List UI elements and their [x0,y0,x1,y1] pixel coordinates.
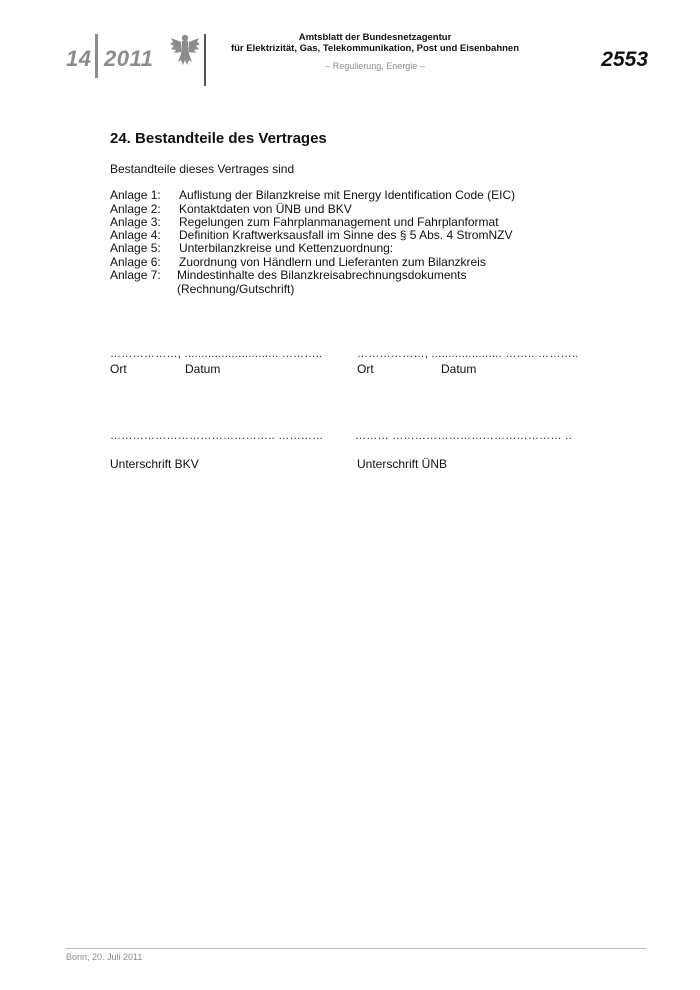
annex-description: Regelungen zum Fahrplanmanagement und Fahrplanformat [179,215,499,229]
annex-description: Unterbilanzkreise und Kettenzuordnung: [179,241,394,255]
section-title: 24. Bestandteile des Vertrages [110,130,327,147]
annex-description: Kontaktdaten von ÜNB und BKV [179,202,352,216]
place-date-line-left: ………………, ............................ ……….. [110,348,323,360]
issue-year: 2011 [104,46,154,71]
header-divider [95,34,98,78]
issue-number: 14 [66,46,92,71]
annex-label: Anlage 1: [110,188,161,202]
signature-line-left: …………………………………….. ………… [110,430,324,442]
footer-date: Bonn, 20. Juli 2011 [66,952,143,962]
place-label-right: Ort [357,362,374,376]
signature-label-bkv: Unterschrift BKV [110,457,199,471]
page-number: 2553 [601,48,648,71]
annex-label: Anlage 2: [110,202,161,216]
place-label-left: Ort [110,362,127,376]
header-divider-logo [204,34,206,86]
annex-label: Anlage 6: [110,255,161,269]
signature-line-right: ……… ……………………………………… .. [355,430,572,442]
publication-subtitle: – Regulierung, Energie – [325,61,425,71]
date-label-left: Datum [185,362,221,376]
section-intro: Bestandteile dieses Vertrages sind [110,162,295,176]
annex-description: Auflistung der Bilanzkreise mit Energy Identification Code (EIC) [179,188,516,202]
signature-label-unb: Unterschrift ÜNB [357,457,448,471]
annex-description: Mindestinhalte des Bilanzkreisabrechnungsdokuments [177,268,467,282]
federal-eagle-icon [170,32,200,66]
annex-label: Anlage 4: [110,228,161,242]
annex-description: Zuordnung von Händlern und Lieferanten zum Bilanzkreis [179,255,486,269]
publisher-line-1: Amtsblatt der Bundesnetzagentur [298,32,452,43]
place-date-line-right: ………………, ..................... …….. ……….. [357,348,579,360]
publisher-line-2: für Elektrizität, Gas, Telekommunikation, Post und Eisenbahnen [230,43,520,54]
annex-description-continued: (Rechnung/Gutschrift) [177,282,295,296]
annex-label: Anlage 3: [110,215,161,229]
footer-divider [66,948,646,949]
date-label-right: Datum [441,362,477,376]
annex-label: Anlage 7: [110,268,161,282]
annex-label: Anlage 5: [110,241,161,255]
annex-description: Definition Kraftwerksausfall im Sinne des § 5 Abs. 4 StromNZV [179,228,513,242]
